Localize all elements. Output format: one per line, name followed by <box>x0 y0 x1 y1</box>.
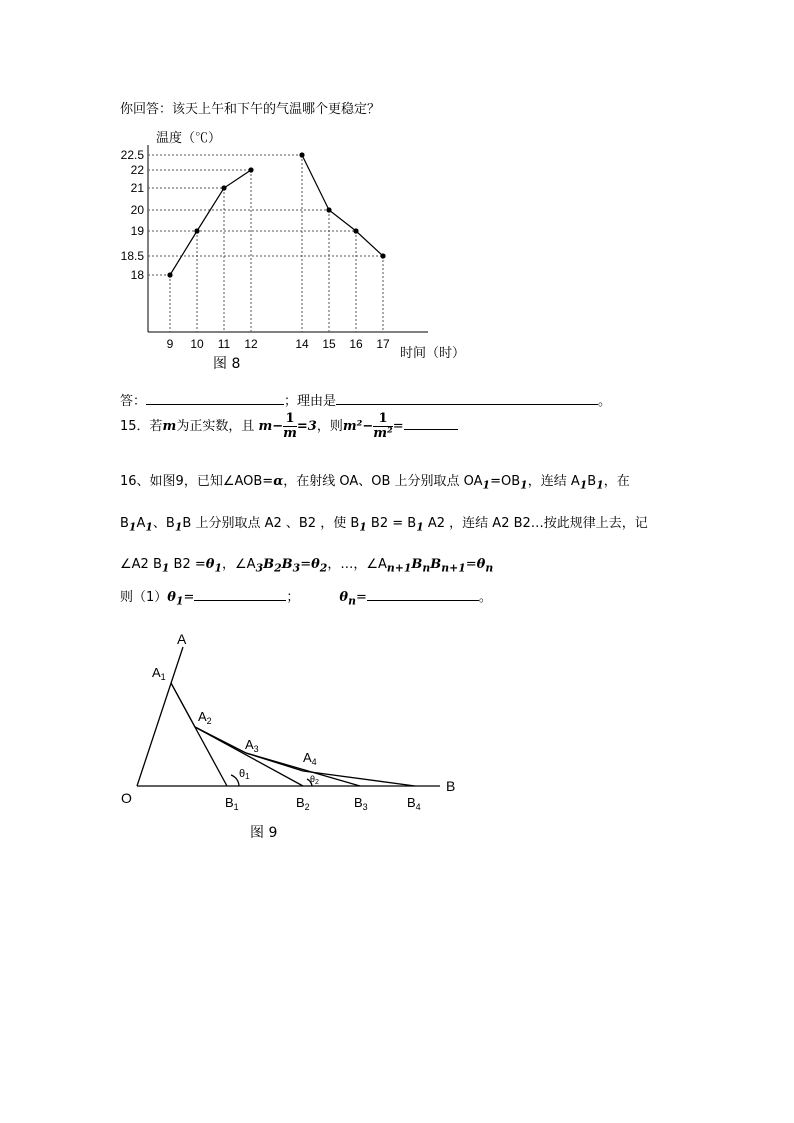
series-line-2 <box>302 155 383 256</box>
y-tick-label: 19 <box>130 224 144 238</box>
answer-label: 答： <box>120 394 147 409</box>
y-tick-label: 18.5 <box>120 249 144 263</box>
data-point <box>194 228 199 233</box>
x-tick-label: 12 <box>244 337 258 351</box>
x-tick-label: 10 <box>190 337 204 351</box>
y-tick-label: 20 <box>130 203 144 217</box>
x-tick-label: 17 <box>376 337 390 351</box>
label-A1: $A_1$ <box>152 665 166 682</box>
chart-ylabel: 温度（℃） <box>156 130 222 145</box>
m-squared: m² <box>342 419 363 434</box>
thetan-blank[interactable] <box>367 588 479 601</box>
theta1-blank[interactable] <box>194 588 286 601</box>
period: 。 <box>598 394 612 409</box>
label-theta1: θ1 <box>239 768 250 781</box>
label-A4: $A_4$ <box>303 750 317 767</box>
angle-theta1-arc <box>231 775 239 786</box>
label-B: B <box>446 778 456 794</box>
label-B3: $B_3$ <box>354 795 368 812</box>
label-A2: $A_2$ <box>198 709 212 726</box>
question-14-answer-line <box>120 390 611 409</box>
question-16-line-2: $B_1A_1$、$B_1B$ 上分别取点 A2 、B2 ，使 $B_1$ $B2 = B_1$ A2 ，连结 A2 B2…按此规律上去，记 <box>120 516 648 534</box>
question-16-line-3: ∠A2 $B_1$ $B2 =\theta_1$，$\angle A_3B_2B_3=\theta_2$，…，$\angle A_{n+1}B_nB_{n+1}=\theta_n$ <box>120 557 494 575</box>
q15-then: ，则 <box>316 419 343 434</box>
fraction-1-over-m-squared: $\frac{1}{\text{m²}}$ <box>373 411 393 441</box>
y-tick-label: 18 <box>130 268 144 282</box>
x-tick-label: 9 <box>166 337 174 351</box>
reason-blank[interactable] <box>336 392 598 405</box>
x-tick-label: 14 <box>295 337 309 351</box>
alpha-symbol: α <box>273 474 284 489</box>
question-16-line-4: 则$(1)\theta_1=$ ； $\theta_n=$ 。 <box>120 590 492 608</box>
data-point <box>353 228 358 233</box>
eq-rhs: =3 <box>296 419 317 434</box>
series-line-1 <box>170 170 251 275</box>
question-15: 15．若m为正实数，且 m− $\frac{1}{m}$ =3，则m²− $\frac{1}{\text{m²}}$ = <box>120 412 458 441</box>
y-tick-label: 21 <box>130 181 144 195</box>
label-A3: $A_3$ <box>245 737 259 754</box>
label-B1: $B_1$ <box>225 795 239 812</box>
figure-9-caption: 图 9 <box>250 825 278 841</box>
figure-8-chart <box>110 125 490 365</box>
label-A: A <box>177 631 187 647</box>
data-point <box>248 167 253 172</box>
label-B2: $B_2$ <box>296 795 310 812</box>
reason-label: ；理由是 <box>284 394 337 409</box>
y-tick-label: 22.5 <box>120 148 144 162</box>
x-tick-label: 15 <box>322 337 336 351</box>
label-theta2: $\theta_2$ <box>310 774 319 786</box>
question-16-line-1: 16、如图9，已知∠AOB=α，在射线 OA、OB 上分别取点 $OA_1=OB_1$，连结 $A_1B_1$，在 <box>120 474 630 492</box>
data-point <box>380 253 385 258</box>
chart-xlabel: 时间（时） <box>400 345 466 360</box>
figure-8-caption: 图 8 <box>213 356 241 372</box>
segment-A1A2 <box>171 683 195 727</box>
figure-9-diagram <box>115 625 475 825</box>
q15-number: 15．若 <box>120 419 163 434</box>
x-tick-label: 16 <box>349 337 363 351</box>
data-point <box>326 207 331 212</box>
y-tick-label: 22 <box>130 163 144 177</box>
segment-A4B4 <box>303 771 415 786</box>
var-m: m <box>162 419 177 434</box>
data-point <box>221 185 226 190</box>
label-O: O <box>121 790 132 806</box>
fraction-1-over-m: $\frac{1}{m}$ <box>283 411 297 441</box>
q15-blank[interactable] <box>404 417 458 430</box>
q15-text: 为正实数，且 <box>176 419 255 434</box>
var-m: m <box>258 419 273 434</box>
answer-blank[interactable] <box>146 392 284 405</box>
data-point <box>299 152 304 157</box>
data-point <box>167 272 172 277</box>
question-14-prompt: 你回答：该天上午和下午的气温哪个更稳定？ <box>120 102 381 117</box>
x-tick-label: 11 <box>217 337 231 351</box>
minus: − <box>272 419 284 434</box>
label-B4: $B_4$ <box>407 795 421 812</box>
